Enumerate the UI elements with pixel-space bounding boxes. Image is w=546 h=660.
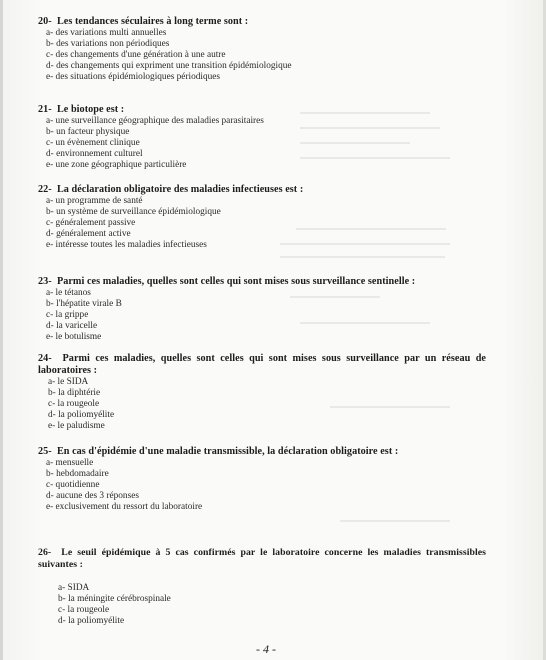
option-e: e- une zone géographique particulière — [46, 159, 187, 170]
option-d: d- généralement active — [46, 228, 131, 239]
option-a: a- une surveillance géographique des maladies parasitaires — [46, 116, 264, 126]
option-a: a- le tétanos — [46, 288, 91, 298]
option-a: a- mensuelle — [46, 458, 94, 468]
option-c: c- la rougeole — [48, 398, 100, 409]
option-c: c- généralement passive — [46, 217, 136, 228]
question-title: 21- Le biotope est : — [38, 104, 125, 115]
option-list — [46, 458, 518, 513]
scan-edge-left — [0, 0, 3, 660]
option-b: b- un système de surveillance épidémiologique — [46, 206, 221, 217]
question-title: 22- La déclaration obligatoire des maladies infectieuses est : — [38, 184, 304, 195]
question-20 — [38, 16, 518, 83]
option-a: a- un programme de santé — [46, 196, 143, 206]
option-e: e- des situations épidémiologiques périodiques — [46, 71, 221, 82]
option-e: e- le botulisme — [46, 331, 102, 342]
option-e: e- le paludisme — [48, 420, 105, 431]
option-d: d- des changements qui expriment une transition épidémiologique — [46, 60, 292, 71]
option-a: a- SIDA — [58, 583, 90, 593]
question-22 — [38, 184, 518, 251]
question-26 — [38, 547, 486, 627]
option-d: d- la varicelle — [46, 320, 98, 331]
option-list — [46, 28, 518, 83]
option-b: b- un facteur physique — [46, 126, 130, 137]
question-title: 20- Les tendances séculaires à long terme sont : — [38, 16, 249, 27]
question-23 — [38, 276, 518, 343]
bleed-through-mark — [340, 520, 450, 522]
option-b: b- hebdomadaire — [46, 468, 109, 479]
question-title: 26- Le seuil épidémique à 5 cas confirmés par le laboratoire concerne les maladies transmissibles suivantes : — [38, 547, 486, 570]
option-d: d- environnement culturel — [46, 148, 143, 159]
option-a: a- des variations multi annuelles — [46, 28, 167, 38]
option-list — [46, 288, 518, 343]
option-a: a- le SIDA — [48, 377, 89, 387]
option-b: b- l'hépatite virale B — [46, 298, 122, 309]
option-e: e- exclusivement du ressort du laboratoire — [46, 501, 203, 512]
option-b: b- des variations non périodiques — [46, 38, 170, 49]
option-c: c- la grippe — [46, 309, 89, 320]
question-21 — [38, 104, 518, 171]
option-d: d- la poliomyélite — [48, 409, 115, 420]
option-d: d- la poliomyélite — [58, 615, 125, 626]
bleed-through-mark — [280, 256, 445, 258]
question-title: 25- En cas d'épidémie d'une maladie transmissible, la déclaration obligatoire est : — [38, 446, 399, 457]
option-e: e- intéresse toutes les maladies infectieuses — [46, 239, 207, 250]
option-d: d- aucune des 3 réponses — [46, 490, 139, 501]
question-25 — [38, 446, 518, 513]
option-b: b- la méningite cérébrospinale — [58, 593, 171, 604]
option-c: c- la rougeole — [58, 604, 110, 615]
option-c: c- des changements d'une génération à une autre — [46, 49, 226, 60]
option-b: b- la diphtérie — [48, 387, 101, 398]
option-c: c- quotidienne — [46, 479, 100, 490]
option-list — [46, 116, 518, 171]
option-c: c- un évènement clinique — [46, 137, 140, 148]
option-list — [46, 196, 518, 251]
question-title: 23- Parmi ces maladies, quelles sont celles qui sont mises sous surveillance sentinelle : — [38, 276, 416, 287]
page-number: - 4 - — [256, 642, 276, 656]
question-24 — [38, 353, 486, 432]
option-list — [48, 377, 486, 432]
question-title: 24- Parmi ces maladies, quelles sont celles qui sont mises sous surveillance par un réseau de laboratoires : — [38, 353, 486, 376]
option-list — [58, 583, 486, 627]
